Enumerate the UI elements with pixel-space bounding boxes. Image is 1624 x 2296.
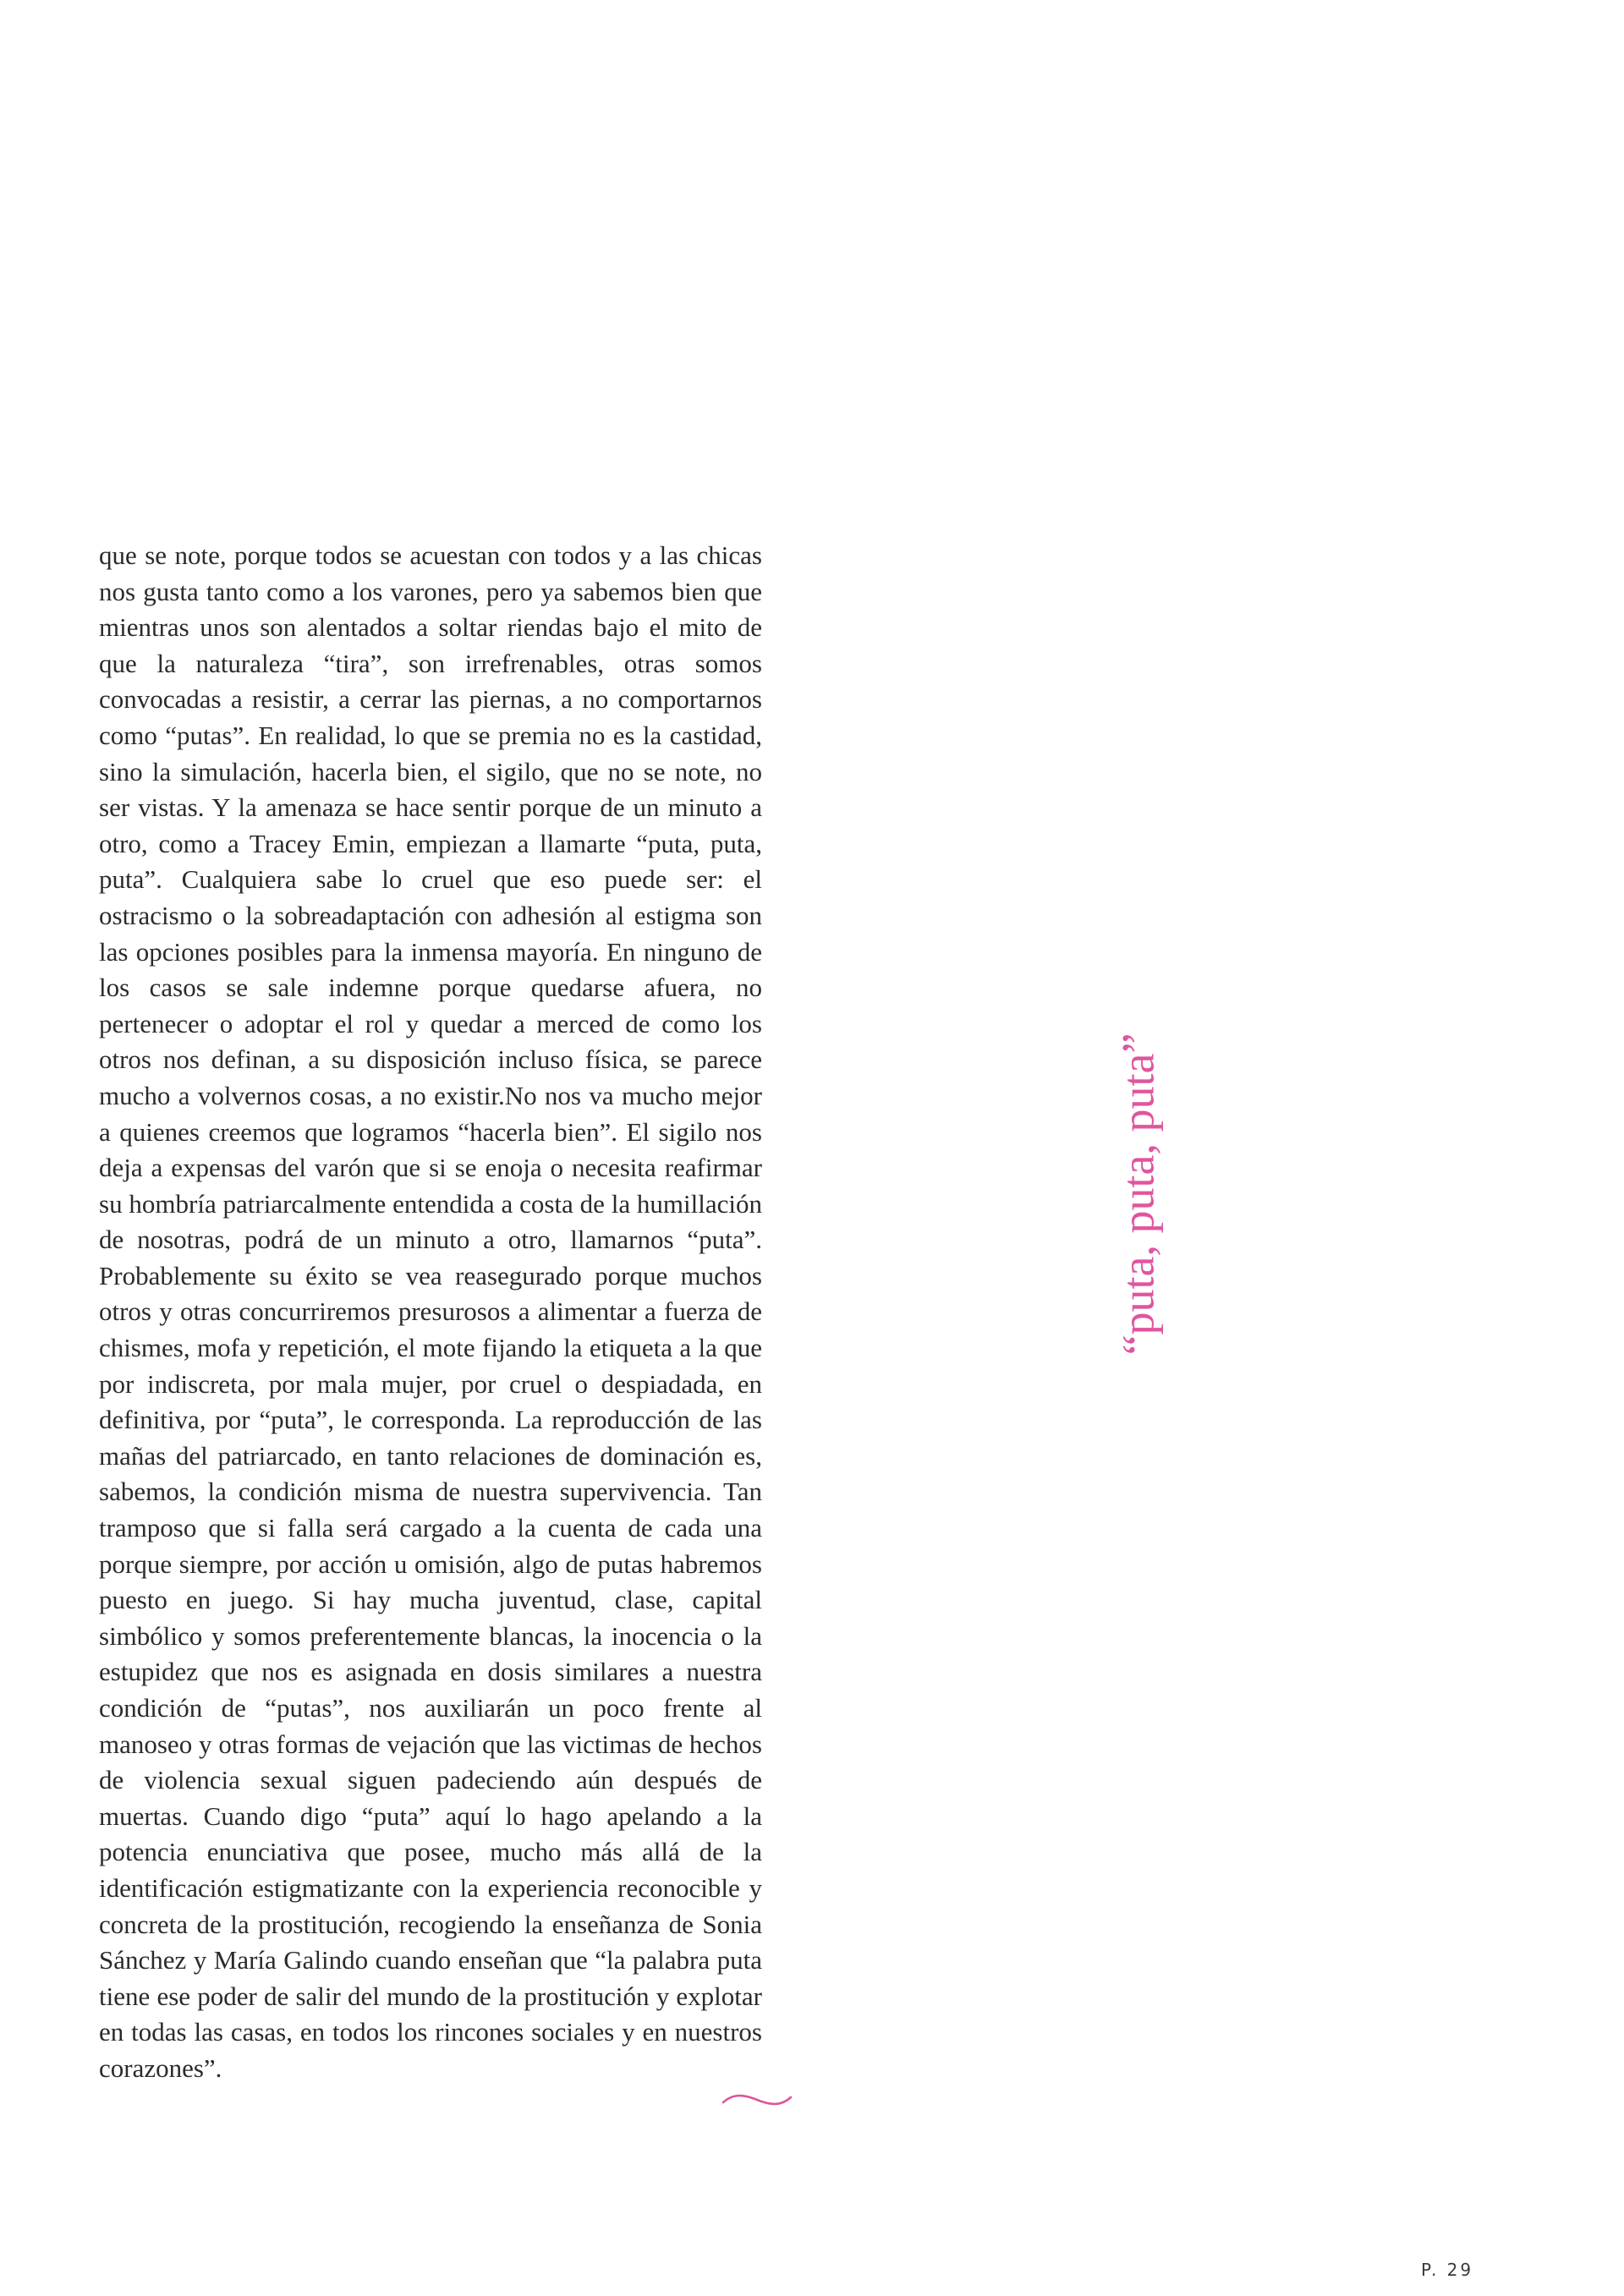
article-body-text: que se note, porque todos se acuestan con todos y a las chicas nos gusta tanto como a los varones, pero ya sabemos bien que mientras unos son alentados a soltar riendas bajo el mito de que la naturaleza “tira”, son irrefrenables, otras somos convocadas a resistir, a cerrar las piernas, a no comportarnos como “putas”. En realidad, lo que se premia no es la castidad, sino la simulación, hacerla bien, el sigilo, que no se note, no ser vistas. Y la amenaza se hace sentir porque de un minuto a otro, como a Tracey Emin, empiezan a llamarte “puta, puta, puta”. Cualquiera sabe lo cruel que eso puede ser: el ostracismo o la sobreadaptación con adhesión al estigma son las opciones posibles para la inmensa mayoría. En ninguno de los casos se sale indemne porque quedarse afuera, no pertenecer o adoptar el rol y quedar a merced de como los otros nos definan, a su disposición incluso física, se parece mucho a volvernos cosas, a no existir.No nos va mucho mejor a quienes creemos que logramos “hacerla bien”. El sigilo nos deja a expensas del varón que si se enoja o necesita reafirmar su hombría patriarcalmente entendida a costa de la humillación de nosotras, podrá de un minuto a otro, llamarnos “puta”. Probablemente su éxito se vea reasegurado porque muchos otros y otras concurriremos presurosos a alimentar a fuerza de chismes, mofa y repetición, el mote fijando la etiqueta a la que por indiscreta, por mala mujer, por cruel o despiadada, en definitiva, por “puta”, le corresponda. La reproducción de las mañas del patriarcado, en tanto relaciones de dominación es, sabemos, la condición misma de nuestra supervivencia. Tan tramposo que si falla será cargado a la cuenta de cada una porque siempre, por acción u omisión, algo de putas habremos puesto en juego. Si hay mucha juventud, clase, capital simbólico y somos preferentemente blancas, la inocencia o la estupidez que nos es asignada en dosis similares a nuestra condición de “putas”, nos auxiliarán un poco frente al manoseo y otras formas de vejación que las victimas de hechos de violencia sexual siguen padeciendo aún después de muertas. Cuando digo “puta” aquí lo hago apelando a la potencia enunciativa que posee, mucho más allá de la identificación estigmatizante con la experiencia reconocible y concreta de la prostitución, recogiendo la enseñanza de Sonia Sánchez y María Galindo cuando enseñan que “la palabra puta tiene ese poder de salir del mundo de la prostitución y explotar en todas las casas, en todos los rincones sociales y en nuestros corazones”. [99,540,762,2083]
pull-quote [1104,1008,1171,1380]
pull-quote-text: “puta, puta, puta” [1112,1033,1164,1356]
tilde-wave-icon [721,2091,793,2109]
page-number: P. 29 [1421,2260,1474,2280]
